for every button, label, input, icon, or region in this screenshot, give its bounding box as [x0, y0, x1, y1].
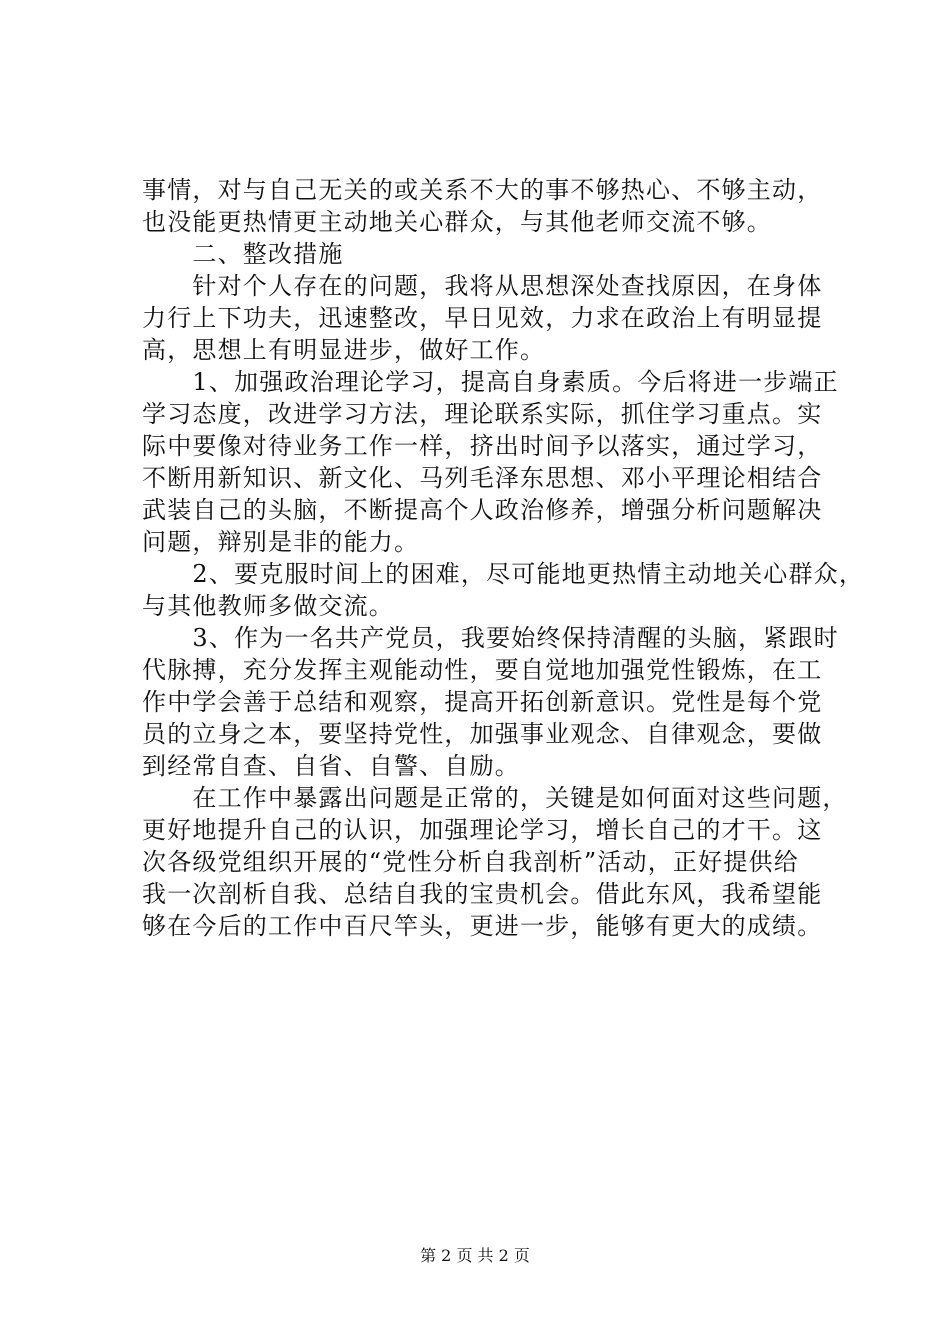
text-line: 够在今后的工作中百尺竿头，更进一步，能够有更大的成绩。 — [142, 912, 823, 940]
section-heading: 二、整改措施 — [142, 240, 344, 268]
document-body — [142, 174, 865, 942]
text-line: 学习态度，改进学习方法，理论联系实际，抓住学习重点。实 — [142, 400, 823, 428]
text-line: 问题，辩别是非的能力。 — [142, 528, 420, 556]
text-line: 到经常自查、自省、自警、自励。 — [142, 752, 520, 780]
text-line: 1、加强政治理论学习，提高自身素质。今后将进一步端正 — [142, 368, 839, 396]
text-line: 与其他教师多做交流。 — [142, 592, 394, 620]
text-line: 武装自己的头脑，不断提高个人政治修养，增强分析问题解决 — [142, 496, 823, 524]
text-line: 际中要像对待业务工作一样，挤出时间予以落实，通过学习， — [142, 432, 823, 460]
text-line: 次各级党组织开展的“党性分析自我剖析”活动，正好提供给 — [142, 848, 799, 876]
text-line: 力行上下功夫，迅速整改，早日见效，力求在政治上有明显提 — [142, 304, 823, 332]
text-line: 代脉搏，充分发挥主观能动性，要自觉地加强党性锻炼，在工 — [142, 656, 823, 684]
text-line: 作中学会善于总结和观察，提高开拓创新意识。党性是每个党 — [142, 688, 823, 716]
text-line: 不断用新知识、新文化、马列毛泽东思想、邓小平理论相结合 — [142, 464, 823, 492]
text-line: 在工作中暴露出问题是正常的，关键是如何面对这些问题， — [142, 784, 848, 812]
text-line: 也没能更热情更主动地关心群众，与其他老师交流不够。 — [142, 208, 772, 236]
text-line: 更好地提升自己的认识，加强理论学习，增长自己的才干。这 — [142, 816, 823, 844]
text-line: 员的立身之本，要坚持党性，加强事业观念、自律观念，要做 — [142, 720, 823, 748]
text-line: 3、作为一名共产党员，我要始终保持清醒的头脑，紧跟时 — [142, 624, 839, 652]
text-line: 我一次剖析自我、总结自我的宝贵机会。借此东风，我希望能 — [142, 880, 823, 908]
text-line: 2、要克服时间上的困难，尽可能地更热情主动地关心群众， — [142, 560, 865, 588]
page-number-footer: 第 2 页 共 2 页 — [420, 1246, 530, 1265]
text-line: 事情，对与自己无关的或关系不大的事不够热心、不够主动， — [142, 176, 823, 204]
text-line: 针对个人存在的问题，我将从思想深处查找原因，在身体 — [142, 272, 823, 300]
text-line: 高，思想上有明显进步，做好工作。 — [142, 336, 546, 364]
